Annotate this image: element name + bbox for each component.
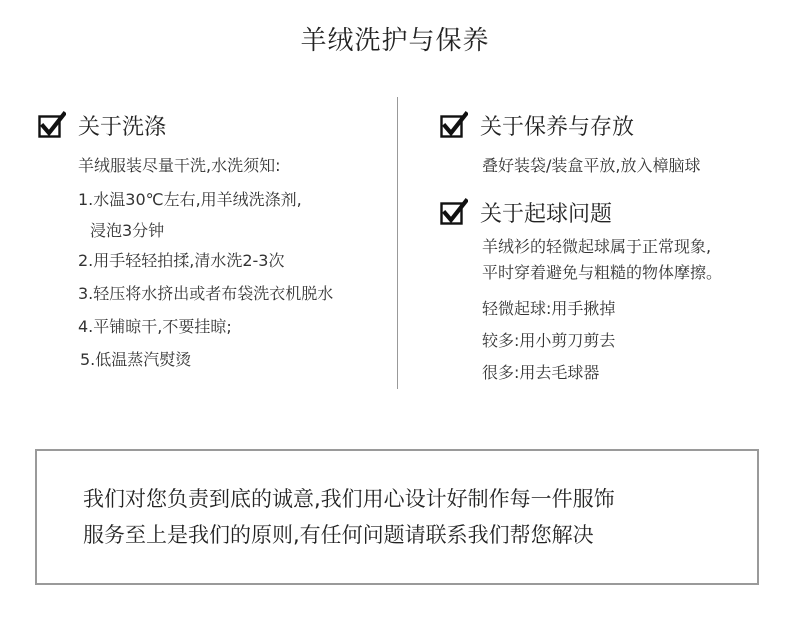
pilling-section-heading [440,197,612,227]
checkbox-checked-icon [440,111,468,139]
pilling-description: 羊绒衫的轻微起球属于正常现象, [482,237,712,256]
washing-step: 浸泡3分钟 [90,221,165,240]
commitment-line: 我们对您负责到底的诚意,我们用心设计好制作每一件服饰 [83,487,615,511]
commitment-note-box [35,449,759,585]
pilling-level: 很多:用去毛球器 [482,363,600,382]
washing-step: 3.轻压将水挤出或者布袋洗衣机脱水 [78,284,334,303]
checkbox-checked-icon [440,198,468,226]
storage-text: 叠好装袋/装盒平放,放入樟脑球 [482,156,701,175]
washing-heading: 关于洗涤 [78,114,167,140]
commitment-line: 服务至上是我们的原则,有任何问题请联系我们帮您解决 [83,523,594,547]
washing-step: 4.平铺晾干,不要挂晾; [78,317,232,336]
pilling-heading: 关于起球问题 [480,201,613,227]
washing-section-heading [38,110,166,140]
washing-intro: 羊绒服装尽量干洗,水洗须知: [78,156,281,175]
page-title: 羊绒洗护与保养 [300,26,490,56]
storage-heading: 关于保养与存放 [480,114,635,140]
pilling-level: 轻微起球:用手揪掉 [482,299,616,318]
pilling-level: 较多:用小剪刀剪去 [482,331,616,350]
pilling-description: 平时穿着避免与粗糙的物体摩擦。 [482,263,723,282]
washing-step: 1.水温30℃左右,用羊绒洗涤剂, [78,190,302,209]
washing-step: 2.用手轻轻拍揉,清水洗2-3次 [78,251,285,270]
checkbox-checked-icon [38,111,66,139]
column-divider [397,97,398,389]
storage-section-heading [440,110,634,140]
washing-step: 5.低温蒸汽熨烫 [80,350,192,369]
